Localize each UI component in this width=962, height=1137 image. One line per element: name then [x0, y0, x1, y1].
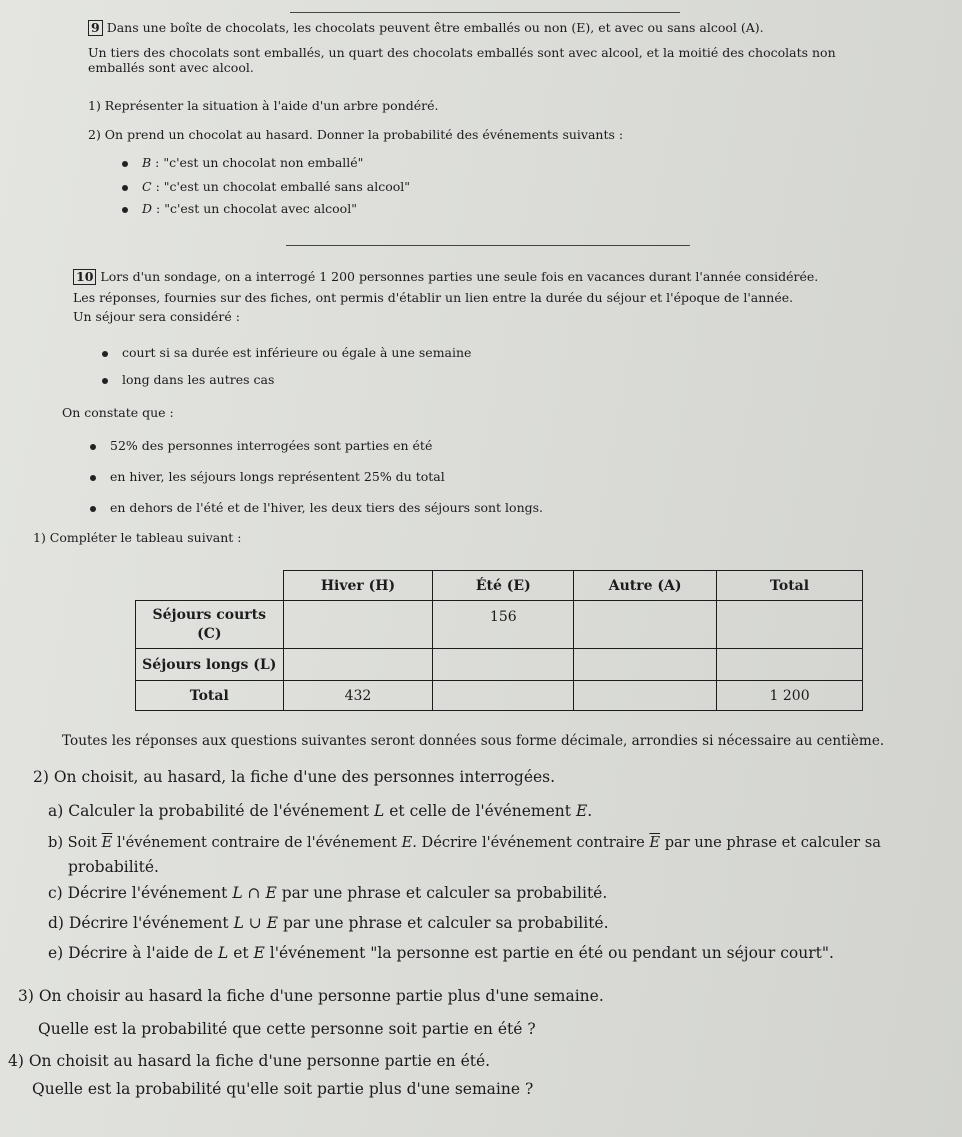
bullet-icon [102, 351, 108, 357]
ex9-q1: 1) Représenter la situation à l'aide d'un arbre pondéré. [88, 98, 439, 113]
ex9-event-c [122, 179, 410, 194]
q2e-text: e) Décrire à l'aide de [48, 944, 214, 962]
q2d-text: d) Décrire l'événement [48, 914, 229, 932]
ex10-fact-2 [90, 469, 445, 484]
fact-text: 52% des personnes interrogées sont parties en été [110, 438, 433, 453]
event-e-bar: $\overline{E}$ [649, 834, 661, 851]
event-e: E [401, 834, 413, 851]
ex9-number: 9 [88, 20, 103, 36]
ex9-line1 [88, 20, 764, 36]
ex10-q2e [48, 944, 834, 962]
event-text: : "c'est un chocolat emballé sans alcool" [155, 179, 410, 194]
ex9-intro-2: Un tiers des chocolats sont emballés, un quart des chocolats emballés sont avec alcool, et la moitié des chocolats non [88, 45, 836, 60]
event-text: : "c'est un chocolat avec alcool" [156, 201, 357, 216]
ex10-note: Toutes les réponses aux questions suivantes seront données sous forme décimale, arrondies si nécessaire au centième. [62, 733, 885, 749]
ex10-q2: 2) On choisit, au hasard, la fiche d'une des personnes interrogées. [33, 768, 556, 786]
q2b-text-end: par une phrase et calculer sa [664, 834, 881, 851]
event-l: L [374, 802, 385, 820]
ex10-line1 [73, 269, 818, 285]
row-label-total: Total [136, 681, 284, 711]
def-text: long dans les autres cas [122, 372, 275, 387]
ex10-q2a [48, 802, 592, 820]
cell-total-autre[interactable] [574, 681, 717, 711]
top-divider [290, 12, 680, 13]
header-total: Total [717, 571, 863, 601]
bullet-icon [122, 161, 128, 167]
row-label-court-2: (C) [197, 625, 222, 642]
cell-long-ete[interactable] [433, 649, 574, 681]
cell-long-autre[interactable] [574, 649, 717, 681]
event-e-bar: $\overline{E}$ [101, 834, 113, 851]
ex9-intro-3: emballés sont avec alcool. [88, 60, 254, 75]
cell-total-total[interactable]: 1 200 [717, 681, 863, 711]
q2a-end: . [587, 802, 593, 820]
ex9-q2: 2) On prend un chocolat au hasard. Donner la probabilité des événements suivants : [88, 127, 624, 142]
cell-court-ete[interactable]: 156 [433, 601, 574, 649]
header-ete: Été (E) [433, 571, 574, 601]
expr-intersection: L ∩ E [232, 884, 277, 902]
q2a-text-mid: et celle de l'événement [389, 802, 572, 820]
row-label-court [136, 601, 284, 649]
bullet-icon [122, 185, 128, 191]
bullet-icon [102, 378, 108, 384]
q2d-text-end: par une phrase et calculer sa probabilité. [282, 914, 609, 932]
table-row-total [136, 681, 863, 711]
ex10-q3: 3) On choisir au hasard la fiche d'une personne partie plus d'une semaine. [18, 987, 604, 1005]
ex10-q4b: Quelle est la probabilité qu'elle soit partie plus d'une semaine ? [32, 1080, 534, 1098]
cell-long-hiver[interactable] [283, 649, 433, 681]
q2b-text: b) Soit [48, 834, 97, 851]
table-corner [136, 571, 284, 601]
contingency-table [135, 570, 863, 711]
ex10-intro-2: Les réponses, fournies sur des fiches, ont permis d'établir un lien entre la durée du séjour et l'époque de l'année. [73, 290, 794, 305]
table-row-long [136, 649, 863, 681]
q2a-text: a) Calculer la probabilité de l'événement [48, 802, 370, 820]
cell-long-total[interactable] [717, 649, 863, 681]
ex10-q2b-line2: probabilité. [68, 858, 159, 876]
ex10-q3b: Quelle est la probabilité que cette personne soit partie en été ? [38, 1020, 536, 1038]
cell-total-ete[interactable] [433, 681, 574, 711]
event-l: L [217, 944, 229, 962]
ex10-fact-1 [90, 438, 432, 453]
ex10-q2c [48, 884, 607, 902]
ex9-event-d [122, 201, 357, 216]
bullet-icon [90, 506, 96, 512]
q2e-et: et [233, 944, 249, 962]
row-label-court-1: Séjours courts [152, 606, 267, 623]
fact-text: en dehors de l'été et de l'hiver, les deux tiers des séjours sont longs. [110, 500, 544, 515]
ex10-intro-3: Un séjour sera considéré : [73, 309, 240, 324]
event-label: C [142, 179, 152, 194]
event-label: B [142, 155, 152, 170]
ex10-number: 10 [73, 269, 96, 285]
event-e: E [253, 944, 265, 962]
ex10-q2b [48, 834, 881, 851]
ex9-event-b [122, 155, 363, 170]
table-row-court [136, 601, 863, 649]
ex10-q1: 1) Compléter le tableau suivant : [33, 530, 242, 545]
q2b-text-mid2: . Décrire l'événement contraire [412, 834, 645, 851]
expr-union: L ∪ E [233, 914, 279, 932]
bullet-icon [90, 475, 96, 481]
ex10-constat: On constate que : [62, 405, 174, 420]
event-text: : "c'est un chocolat non emballé" [155, 155, 364, 170]
cell-total-hiver[interactable]: 432 [283, 681, 433, 711]
ex9-intro-1: Dans une boîte de chocolats, les chocolats peuvent être emballés ou non (E), et avec ou sans alcool (A). [106, 20, 764, 35]
q2c-text-end: par une phrase et calculer sa probabilité. [281, 884, 608, 902]
q2e-text-end: l'événement "la personne est partie en été ou pendant un séjour court". [269, 944, 834, 962]
event-label: D [142, 201, 153, 216]
mid-divider [286, 245, 690, 246]
ex10-def-court [102, 345, 471, 360]
header-autre: Autre (A) [574, 571, 717, 601]
ex10-q2d [48, 914, 609, 932]
row-label-long: Séjours longs (L) [136, 649, 284, 681]
q2c-text: c) Décrire l'événement [48, 884, 228, 902]
q2b-text-mid: l'événement contraire de l'événement [116, 834, 397, 851]
event-e: E [575, 802, 588, 820]
ex10-q4: 4) On choisit au hasard la fiche d'une personne partie en été. [8, 1052, 491, 1070]
cell-court-autre[interactable] [574, 601, 717, 649]
ex10-intro-1: Lors d'un sondage, on a interrogé 1 200 personnes parties une seule fois en vacances durant l'année considérée. [100, 269, 819, 284]
ex10-fact-3 [90, 500, 543, 515]
bullet-icon [90, 444, 96, 450]
bullet-icon [122, 207, 128, 213]
header-hiver: Hiver (H) [283, 571, 433, 601]
fact-text: en hiver, les séjours longs représentent 25% du total [110, 469, 445, 484]
def-text: court si sa durée est inférieure ou égale à une semaine [122, 345, 472, 360]
cell-court-total[interactable] [717, 601, 863, 649]
ex10-def-long [102, 372, 274, 387]
table-header-row [136, 571, 863, 601]
cell-court-hiver[interactable] [283, 601, 433, 649]
